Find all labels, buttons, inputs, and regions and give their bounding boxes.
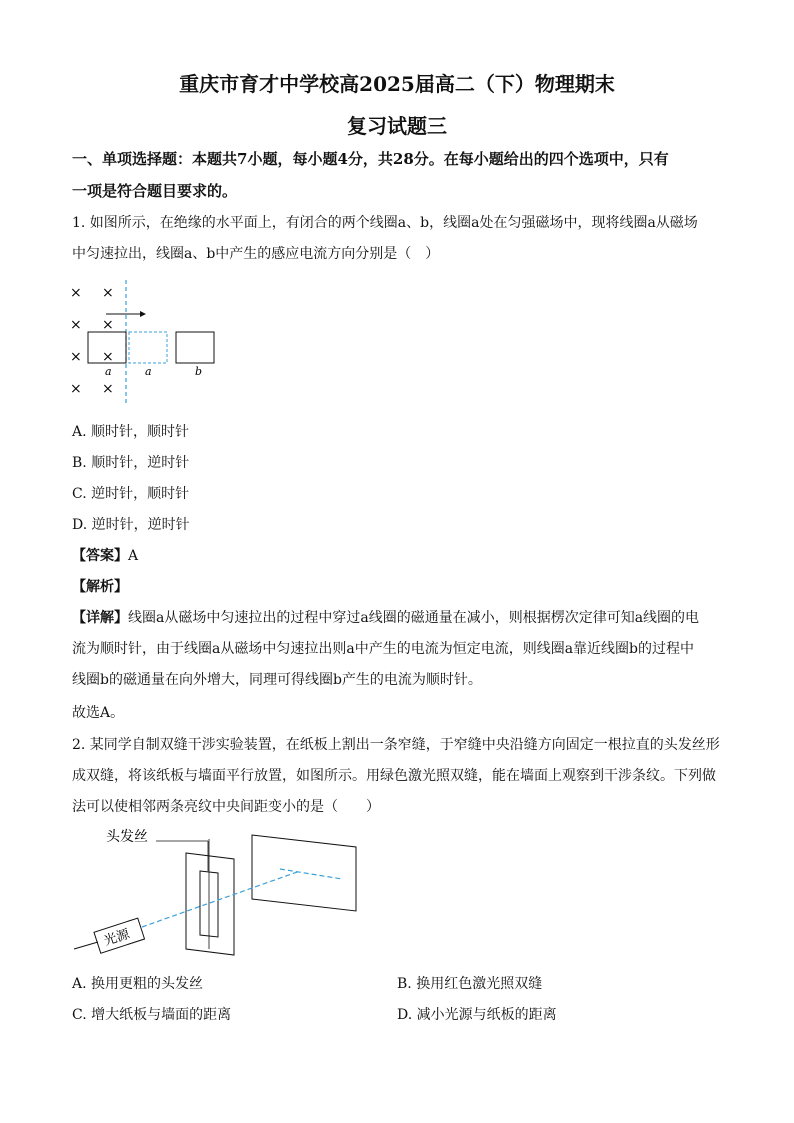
q2-stem-line3: 法可以使相邻两条亮纹中央间距变小的是（ ） [72,799,380,815]
answer-value: A [128,548,139,564]
q2-option-d: D. 减小光源与纸板的距离 [397,1007,557,1023]
section-header-line1: 一、单项选择题：本题共7小题，每小题4分，共28分。在每小题给出的四个选项中，只有 [72,150,669,168]
q2-option-a: A. 换用更粗的头发丝 [72,976,204,992]
laser-beam [142,871,300,927]
source-label: 光源 [102,926,132,950]
q1-option-d: D. 逆时针，逆时针 [72,517,190,533]
q1-detail-line1 [72,607,699,627]
label-a1: a [105,365,112,378]
q2-figure [70,825,370,955]
q2-stem-line2: 成双缝，将该纸板与墙面平行放置，如图所示。用绿色激光照双缝，能在墙面上观察到干涉条纹。下列做 [72,768,716,784]
q1-option-c: C. 逆时针，顺时针 [72,486,190,502]
field-cross: × [70,349,82,365]
coil-a-moved [129,332,167,363]
page-subtitle: 复习试题三 [347,114,447,138]
laser-beam-wall [280,869,342,879]
q2-stem-line1: 2. 某同学自制双缝干涉实验装置，在纸板上割出一条窄缝，于窄缝中央沿缝方向固定一根拉直的头发丝形 [72,737,720,753]
q1-answer [72,545,138,565]
field-cross: × [102,317,114,333]
q1-detail-line2: 流为顺时针，由于线圈a从磁场中匀速拉出则a中产生的电流为恒定电流，则线圈a靠近线圈b的过程中 [72,641,694,657]
field-cross: × [70,381,82,397]
page-title: 重庆市育才中学校高2025届高二（下）物理期末 [179,72,615,96]
q1-figure [60,280,240,410]
q2-option-c: C. 增大纸板与墙面的距离 [72,1007,232,1023]
q2-option-b: B. 换用红色激光照双缝 [397,976,543,992]
answer-tag: 【答案】 [72,548,128,564]
q1-option-b: B. 顺时针，逆时针 [72,455,190,471]
field-cross: × [102,285,114,301]
q1-detail-line3: 线圈b的磁通量在向外增大，同理可得线圈b产生的电流为顺时针。 [72,672,482,688]
label-a2: a [145,365,152,378]
q1-stem-line2: 中匀速拉出，线圈a、b中产生的感应电流方向分别是（ ） [72,246,440,262]
q1-stem-line1: 1. 如图所示，在绝缘的水平面上，有闭合的两个线圈a、b，线圈a处在匀强磁场中，现将线圈a从磁场 [72,215,698,231]
cardboard [186,853,234,955]
field-cross: × [70,317,82,333]
source-cable [74,942,98,949]
hair-label: 头发丝 [106,829,148,845]
field-cross: × [102,349,114,365]
q1-conclusion: 故选A。 [72,705,125,721]
coil-b [176,332,214,363]
field-cross: × [70,285,82,301]
pull-arrow-head [140,311,146,317]
q1-analysis-tag: 【解析】 [72,579,128,595]
q1-option-a: A. 顺时针，顺时针 [72,424,190,440]
label-b: b [195,365,203,378]
field-cross: × [102,381,114,397]
detail-tag: 【详解】 [72,610,128,626]
section-header-line2: 一项是符合题目要求的。 [72,182,238,200]
detail-text: 线圈a从磁场中匀速拉出的过程中穿过a线圈的磁通量在减小，则根据楞次定律可知a线圈的电 [128,610,700,626]
